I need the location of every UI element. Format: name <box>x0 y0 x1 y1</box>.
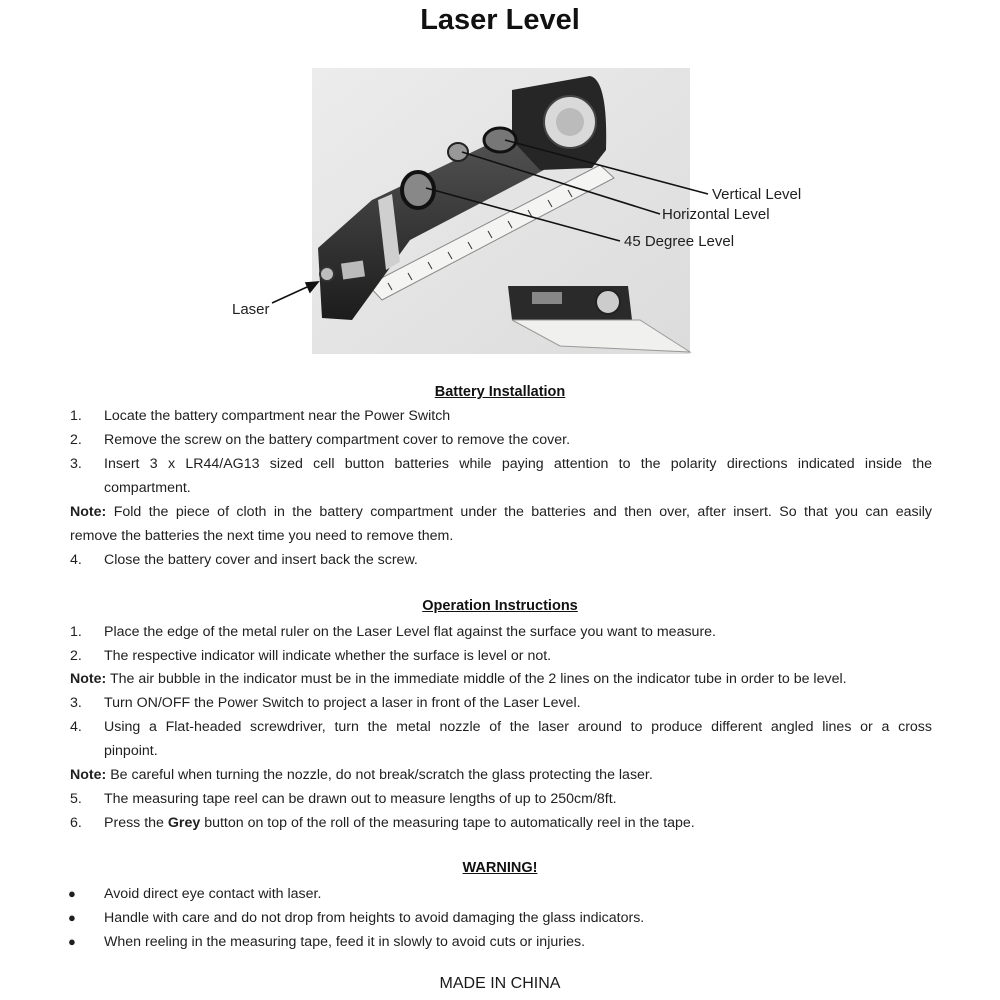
item-text: Turn ON/OFF the Power Switch to project a laser in front of the Laser Level. <box>104 695 581 711</box>
item-number: 2. <box>70 648 82 664</box>
note-text: Fold the piece of cloth in the battery compartment under the batteries and then over, after insert. So that you can easily <box>113 504 932 520</box>
warning-text: Avoid direct eye contact with laser. <box>104 886 322 902</box>
bullet-icon: ● <box>68 886 76 901</box>
callout-horizontal-level: Horizontal Level <box>662 206 770 223</box>
degree45-indicator <box>402 172 434 208</box>
operation-instructions-heading: Operation Instructions <box>422 598 578 614</box>
item-text: Insert 3 x LR44/AG13 sized cell button batteries while paying attention to the polarity directions indicated inside the <box>104 456 932 472</box>
item-text: The measuring tape reel can be drawn out to measure lengths of up to 250cm/8ft. <box>104 791 617 807</box>
item-number: 6. <box>70 815 82 831</box>
horizontal-indicator <box>448 143 468 161</box>
item-text-post: button on top of the roll of the measuring tape to automatically reel in the tape. <box>204 815 695 831</box>
note-text: The air bubble in the indicator must be in the immediate middle of the 2 lines on the indicator tube in order to be level. <box>109 671 847 687</box>
warning-heading: WARNING! <box>462 860 538 876</box>
item-number: 1. <box>70 624 82 640</box>
note-label: Note: <box>70 671 107 687</box>
callout-laser: Laser <box>232 301 270 318</box>
battery-installation-heading: Battery Installation <box>434 384 566 400</box>
note-paragraph <box>70 765 932 785</box>
warning-text: When reeling in the measuring tape, feed it in slowly to avoid cuts or injuries. <box>104 934 586 950</box>
laser-nozzle <box>320 267 334 281</box>
item-text: Remove the screw on the battery compartment cover to remove the cover. <box>104 432 571 448</box>
item-text: Place the edge of the metal ruler on the Laser Level flat against the surface you want to measure. <box>104 624 717 640</box>
warning-sticker <box>341 261 365 280</box>
item-text: The respective indicator will indicate whether the surface is level or not. <box>104 648 552 664</box>
vertical-indicator <box>484 128 516 152</box>
note-text: Be careful when turning the nozzle, do not break/scratch the glass protecting the laser. <box>110 767 653 783</box>
product-figure <box>0 0 1000 380</box>
item-text-pre: Press the <box>104 815 164 831</box>
note-paragraph <box>70 502 932 522</box>
item-number: 1. <box>70 408 82 424</box>
bullet-icon: ● <box>68 910 76 925</box>
item-text <box>104 813 932 833</box>
note-label: Note: <box>70 504 107 520</box>
grey-button-term: Grey <box>167 815 201 831</box>
item-number: 2. <box>70 432 82 448</box>
item-number: 4. <box>70 552 82 568</box>
note-text-continued: remove the batteries the next time you need to remove them. <box>70 528 454 544</box>
item-text-continued: compartment. <box>104 480 191 496</box>
item-number: 3. <box>70 695 82 711</box>
laser-level-illustration <box>0 0 1000 380</box>
bullet-icon: ● <box>68 934 76 949</box>
made-in-label: MADE IN CHINA <box>439 975 561 992</box>
item-text-continued: pinpoint. <box>104 743 158 759</box>
note-paragraph <box>70 669 932 689</box>
page-title: Laser Level <box>420 4 580 36</box>
callout-vertical-level: Vertical Level <box>712 186 802 203</box>
item-number: 5. <box>70 791 82 807</box>
item-text: Close the battery cover and insert back the screw. <box>104 552 418 568</box>
callout-45-degree-level: 45 Degree Level <box>624 233 735 250</box>
item-text: Locate the battery compartment near the Power Switch <box>104 408 451 424</box>
note-label: Note: <box>70 767 107 783</box>
item-number: 4. <box>70 719 82 735</box>
item-number: 3. <box>70 456 82 472</box>
item-text: Using a Flat-headed screwdriver, turn the metal nozzle of the laser around to produce different angled lines or a cross <box>104 719 932 735</box>
warning-text: Handle with care and do not drop from heights to avoid damaging the glass indicators. <box>104 910 645 926</box>
